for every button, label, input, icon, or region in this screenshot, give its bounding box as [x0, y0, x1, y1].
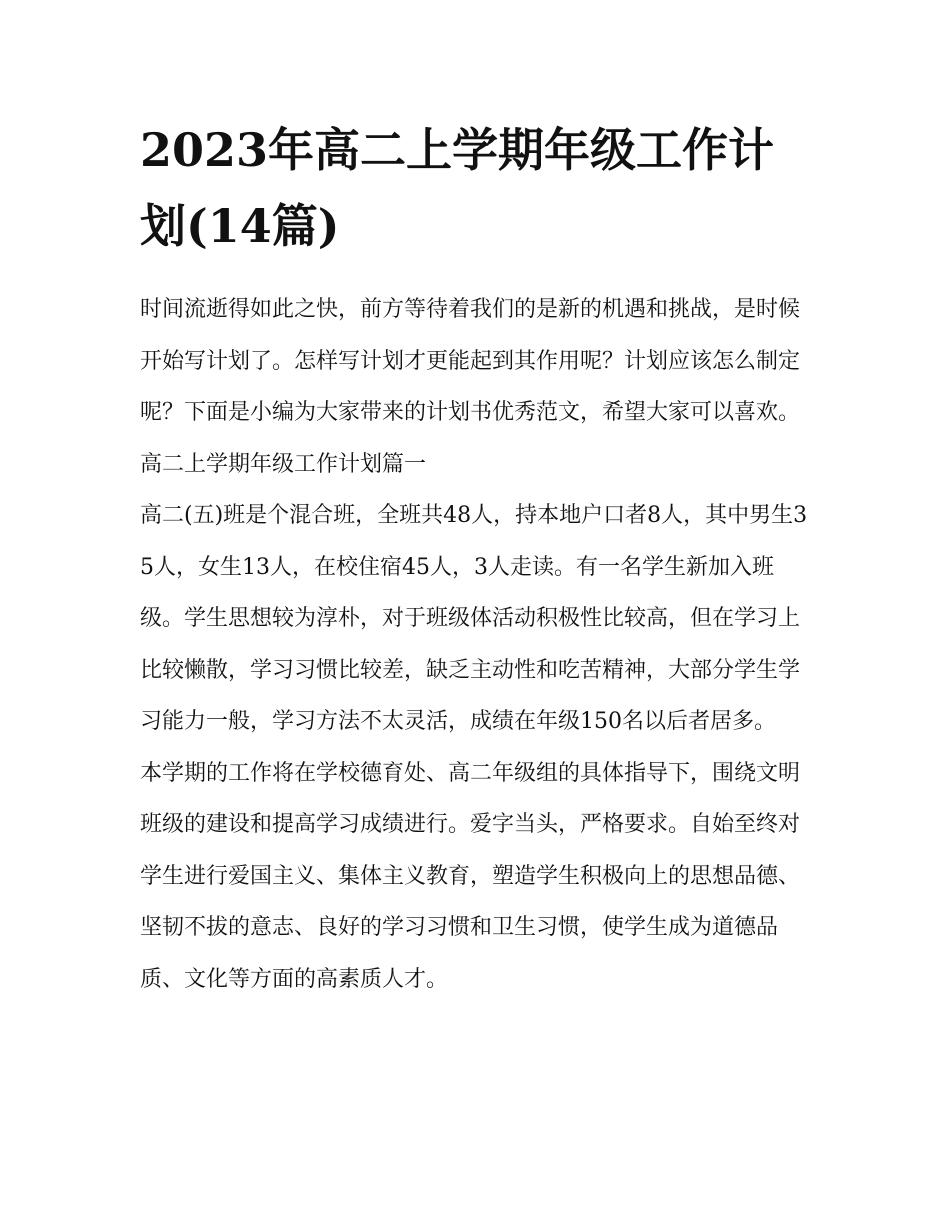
work-goals-paragraph: 本学期的工作将在学校德育处、高二年级组的具体指导下，围绕文明班级的建设和提高学习成绩进行。爱字当头，严格要求。自始至终对学生进行爱国主义、集体主义教育，塑造学生积极向上的思想品德、坚韧不拔的意志、良好的学习习惯和卫生习惯，使学生成为道德品质、文化等方面的高素质人才。 — [140, 760, 801, 992]
intro-paragraph: 时间流逝得如此之快，前方等待着我们的是新的机遇和挑战，是时候开始写计划了。怎样写计划才更能起到其作用呢？计划应该怎么制定呢？下面是小编为大家带来的计划书优秀范文，希望大家可以喜欢。 — [140, 297, 801, 425]
document-body — [140, 112, 812, 1005]
class-overview-paragraph: 高二(五)班是个混合班，全班共48人，持本地户口者8人，其中男生35人，女生13人，在校住宿45人，3人走读。有一名学生新加入班级。学生思想较为淳朴，对于班级体活动积极性比较高，但在学习上比较懒散，学习习惯比较差，缺乏主动性和吃苦精神，大部分学生学习能力一般，学习方法不太灵活，成绩在年级150名以后者居多。 — [140, 503, 808, 734]
section-heading: 高二上学期年级工作计划篇一 — [140, 451, 427, 477]
document-title: 2023年高二上学期年级工作计划(14篇) — [140, 123, 775, 253]
